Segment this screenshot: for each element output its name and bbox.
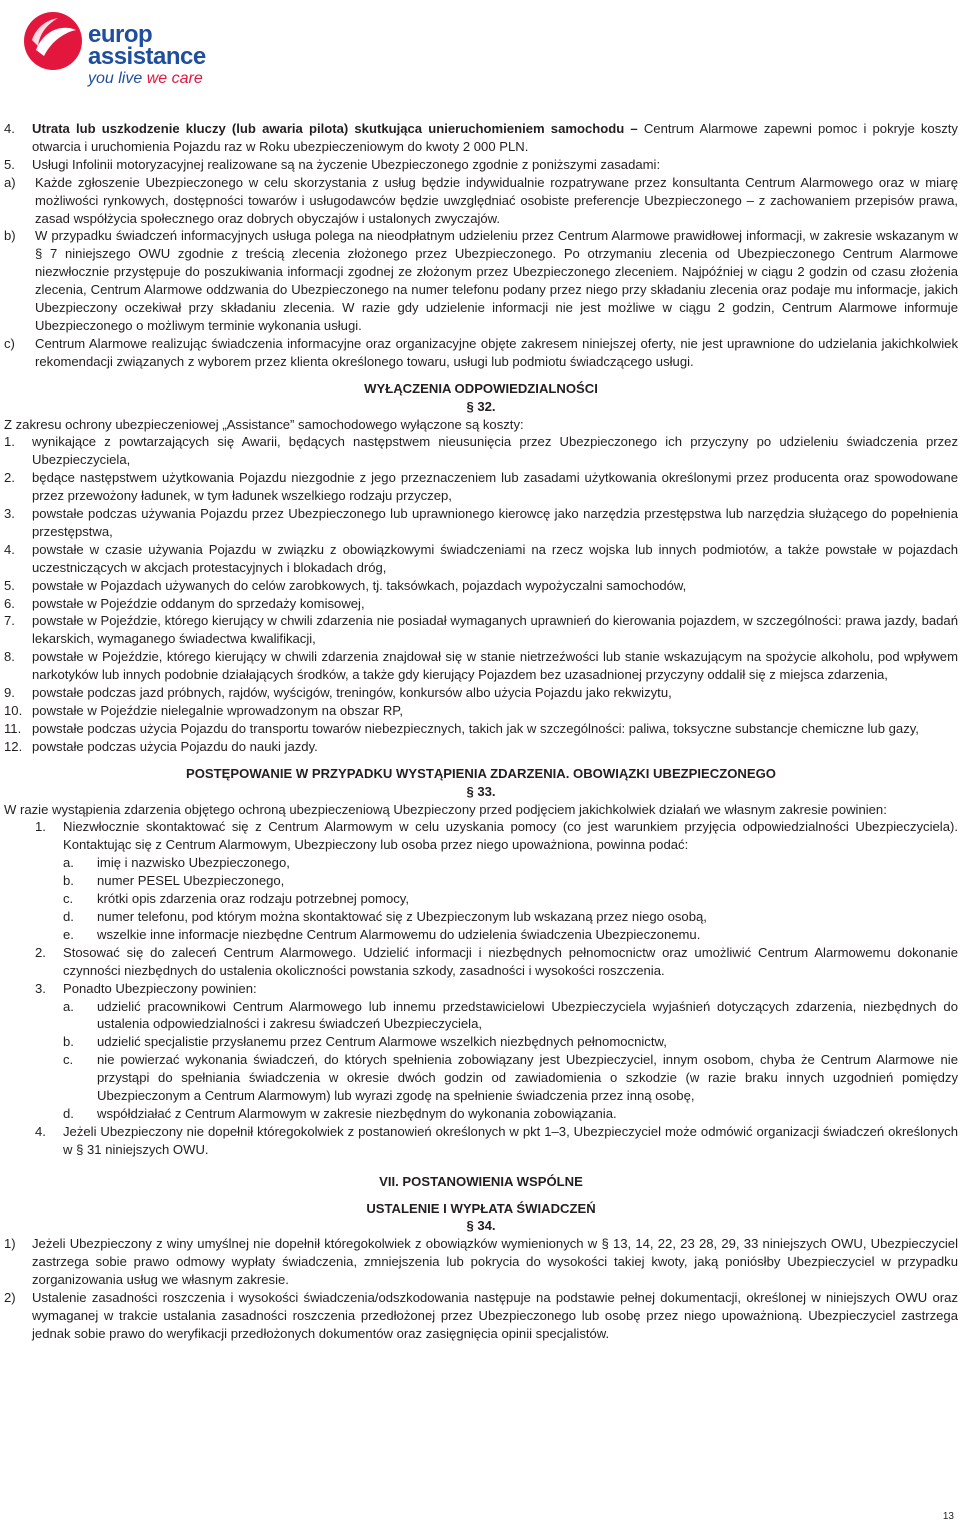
sub-list-item [4,908,958,926]
list-item [4,505,958,541]
item-text: powstałe w Pojeździe, którego kierujący w chwili zdarzenia znajdował się w stanie nietrzeźwości lub stanie wskazującym na spożycie alkoholu, pod wpływem narkotyków lub innych podobnie działających środków, a także gdy kierujący Pojazdem bez uzasadnionej przyczyny oddalił się z miejsca zdarzenia, [32,649,958,683]
page-number: 13 [942,1511,954,1522]
sub-list-item [4,1033,958,1051]
item-number: 3. [35,980,46,996]
item-number: d. [63,908,74,924]
item-number: 5. [4,156,15,172]
item-text: wszelkie inne informacje niezbędne Centrum Alarmowemu do udzielenia świadczenia Ubezpieczonemu. [97,926,701,942]
item-text: powstałe w Pojeździe nielegalnie wprowadzonym na obszar RP, [32,703,403,718]
brand-word-assistance: assistance [88,43,206,70]
item-number: b. [63,1034,74,1050]
list-item [4,684,958,702]
item-text: powstałe w Pojeździe oddanym do sprzedaży komisowej, [32,595,365,611]
item-number: 1) [4,1236,16,1252]
brand-word-europ: europ [88,21,153,48]
item-text: W przypadku świadczeń informacyjnych usługa polega na nieodpłatnym udzieleniu przez Centrum Alarmowe prawidłowej informacji, w zakresie wskazanym w § 7 niniejszego OWU zgodnie z treścią zlecenia złożonego przez Ubezpieczonego. Po otrzymaniu zlecenia od Ubezpieczonego Centrum Alarmowe niezwłocznie przystępuje do poszukiwania informacji zgodnej ze złożonym przez Ubezpieczonego zleceniem. Najpóźniej w ciągu 2 godzin od czasu złożenia zlecenia, Centrum Alarmowe oddzwania do Ubezpieczonego na numer telefonu podany przez niego przy składaniu zlecenia oraz podaje mu informacje, jakich Ubezpieczony oczekiwał przy składaniu zlecenia. W razie gdy udzielenie informacji nie jest możliwe w ciągu 2 godzin, Centrum Alarmowe informuje Ubezpieczonego o możliwym terminie wykonania usługi. [35,228,958,333]
item-number: 2) [4,1290,16,1306]
list-item [4,702,958,720]
item-text: powstałe w Pojeździe, którego kierujący w chwili zdarzenia nie posiadał wymaganych uprawnień do kierowania pojazdem, w szczególności: prawa jazdy, badań lekarskich, wymaganego świadectwa kwalifikacji, [32,613,958,647]
item-text: Ponadto Ubezpieczony powinien: [63,980,257,996]
paragraph-33: § 33. [466,783,496,799]
tagline-you-live: you live [88,70,147,87]
item-number: 10. [4,703,23,718]
list-item [4,174,958,228]
item-text: powstałe podczas użycia Pojazdu do transportu towarów niebezpiecznych, takich jak w szczególności: paliwa, toksyczne substancje chemiczne lub gazy, [32,720,919,736]
sub-list-item [4,890,958,908]
list-item [4,1289,958,1343]
brand-tagline [88,70,206,88]
item-text: Stosować się do zaleceń Centrum Alarmowego. Udzielić informacji i niezbędnych pełnomocnictw oraz umożliwić Centrum Alarmowemu dokonanie czynności niezbędnych do ustalenia okoliczności powstania szkody, zasadności i wysokości roszczenia. [63,944,958,978]
section-4 [4,120,958,156]
list-item [4,577,958,595]
item-text: powstałe podczas użycia Pojazdu do nauki jazdy. [32,738,318,754]
item-number: e. [63,926,74,942]
item-text: Jeżeli Ubezpieczony z winy umyślnej nie dopełnił któregokolwiek z obowiązków wymienionych w § 13, 14, 22, 23 28, 29, 33 niniejszych OWU, Ubezpieczyciel zastrzega sobie prawo odmowy wypłaty świadczenia, zmniejszenia lub pokrycia do wysokości takiej kwoty, jaką poniósłby Ubezpieczyciel w przypadku zorganizowania usług we własnym zakresie. [32,1236,958,1288]
procedure-heading: POSTĘPOWANIE W PRZYPADKU WYSTĄPIENIA ZDARZENIA. OBOWIĄZKI UBEZPIECZONEGO [186,765,776,781]
list-item [4,595,958,613]
benefits-heading: USTALENIE I WYPŁATA ŚWIADCZEŃ [366,1200,596,1216]
item-number: 1. [35,819,46,835]
list-item [4,1123,958,1159]
list-item [4,720,958,738]
sub-list-item [4,854,958,872]
item-text: powstałe podczas jazd próbnych, rajdów, wyścigów, treningów, konkursów albo użycia Pojazdu jako rekwizytu, [32,685,672,701]
item-number: d. [63,1105,74,1121]
item-number: c. [63,891,74,907]
item-text: Niezwłocznie skontaktować się z Centrum Alarmowym w celu uzyskania pomocy (co jest warunkiem przyjęcia odpowiedzialności Ubezpieczyciela). Kontaktując się z Centrum Alarmowym, Ubezpieczony lub osoba przez niego upoważniona, powinna podać: [63,819,958,853]
item-number: 8. [4,649,15,665]
sub-list-item [4,872,958,890]
item-number: c) [4,335,15,351]
list-item [4,612,958,648]
list-item [4,1235,958,1289]
section-4-text: Centrum Alarmowe zapewni pomoc i pokryje koszty otwarcia i uruchomienia Pojazdu raz w Roku ubezpieczeniowym do kwoty 2 000 PLN. [32,121,958,154]
item-text: numer telefonu, pod którym można skontaktować się z Ubezpieczonym lub wskazaną przez niego osobą, [97,908,707,924]
list-item [4,818,958,854]
item-text: powstałe podczas używania Pojazdu przez Ubezpieczonego lub uprawnionego kierowcę jako narzędzia przestępstwa lub narzędzia służącego do popełnienia przestępstwa, [32,506,958,539]
item-text: Centrum Alarmowe realizując świadczenia informacyjne oraz organizacyjne objęte zakresem niniejszej oferty, nie jest uprawnione do udzielania jakichkolwiek rekomendacji związanych z wyborem przez klienta określonego towaru, usługi lub podmiotu świadczącego usługi. [35,335,958,369]
paragraph-34: § 34. [466,1218,496,1234]
item-number: 2. [4,470,15,486]
item-number: 3. [4,506,15,522]
item-number: b) [4,228,16,244]
item-number: 7. [4,613,15,629]
item-text: Jeżeli Ubezpieczony nie dopełnił któregokolwiek z postanowień określonych w pkt 1–3, Ubezpieczyciel może odmówić organizacji świadczeń określonych w § 31 niniejszych OWU. [63,1123,958,1157]
item-text: Ustalenie zasadności roszczenia i wysokości świadczenia/odszkodowania następuje na podstawie pełnej dokumentacji, określonej w niniejszych OWU oraz wymaganej w trakcie ustalania zasadności roszczenia przedłożonej przez Ubezpieczonego lub osobę przez niego upoważnioną. Ubezpieczyciel zastrzega jednak sobie prawo do weryfikacji przedłożonych dokumentów oraz zasięgnięcia opinii specjalistów. [32,1290,958,1341]
item-number: 1. [4,434,15,450]
item-number: a. [63,855,74,871]
item-text: krótki opis zdarzenia oraz rodzaju potrzebnej pomocy, [97,891,409,907]
item-number: 2. [35,944,46,960]
item-text: powstałe w czasie używania Pojazdu w związku z obowiązkowymi świadczeniami na rzecz wojska lub innych podmiotów, a także powstałe w pojazdach uczestniczących w akcjach protestacyjnych i blokadach dróg, [32,541,958,575]
sub-list-item [4,998,958,1034]
item-number: 12. [4,738,23,754]
list-item [4,980,958,998]
list-item [4,469,958,505]
list-item [4,541,958,577]
item-text: wynikające z powtarzających się Awarii, będących następstwem nieusunięcia przez Ubezpieczonego ich przyczyny po udzieleniu świadczenia przez Ubezpieczyciela, [32,434,958,468]
list-item [4,433,958,469]
item-text: współdziałać z Centrum Alarmowym w zakresie niezbędnym do wykonania zobowiązania. [97,1105,617,1121]
item-number: a) [4,174,16,190]
list-item [4,227,958,334]
item-number: b. [63,873,74,889]
item-text: będące następstwem użytkowania Pojazdu niezgodnie z jego przeznaczeniem lub zasadami użytkowania określonymi przez producenta oraz spowodowane przez przewożony ładunek, w tym ładunek wszelkiego rodzaju przyczep, [32,470,958,504]
procedure-intro: W razie wystąpienia zdarzenia objętego ochroną ubezpieczeniową Ubezpieczony przed podjęciem jakichkolwiek działań we własnym zakresie powinien: [4,801,887,817]
item-text: numer PESEL Ubezpieczonego, [97,873,285,889]
list-item [4,738,958,756]
item-number: 11. [4,720,22,736]
section-5 [4,156,958,174]
europ-assistance-logo [22,4,206,96]
section-4-heading: Utrata lub uszkodzenie kluczy (lub awaria pilota) skutkująca unieruchomieniem samochodu – [32,121,638,136]
item-number: 6. [4,595,15,611]
exclusions-heading: WYŁĄCZENIA ODPOWIEDZIALNOŚCI [364,380,598,396]
exclusions-intro: Z zakresu ochrony ubezpieczeniowej „Assistance” samochodowego wyłączone są koszty: [4,416,524,432]
item-number: 4. [4,121,15,136]
item-text: udzielić pracownikowi Centrum Alarmowego lub innemu przedstawicielowi Ubezpieczyciela wyjaśnień dotyczących zdarzenia, niezbędnych do ustalenia odpowiedzialności i zakresu świadczeń Ubezpieczyciela, [97,998,958,1032]
sub-list-item [4,1105,958,1123]
list-item [4,335,958,371]
sub-list-item [4,1051,958,1105]
section-5-text: Usługi Infolinii motoryzacyjnej realizowane są na życzenie Ubezpieczonego zgodnie z poniższymi zasadami: [32,156,661,172]
item-text: nie powierzać wykonania świadczeń, do których spełnienia zobowiązany jest Ubezpieczyciel, innym osobom, chyba że Centrum Alarmowe nie przystąpi do spełniania świadczenia w okresie dwóch godzin od zawiadomienia o szkodzie (w razie braku innych uzgodnień pomiędzy Ubezpieczonym a Centrum Alarmowym) lub wyrazi zgodę na spełnienie świadczenia przez inną osobę, [97,1052,958,1104]
sub-list-item [4,926,958,944]
item-text: udzielić specjalistie przysłanemu przez Centrum Alarmowe wszelkich niezbędnych pełnomocnictw, [97,1034,667,1050]
item-number: c. [63,1052,74,1068]
item-number: a. [63,998,74,1014]
item-number: 5. [4,577,15,593]
paragraph-32: § 32. [466,398,496,414]
item-number: 4. [35,1123,46,1139]
list-item [4,944,958,980]
item-number: 4. [4,541,15,557]
item-text: imię i nazwisko Ubezpieczonego, [97,855,290,871]
tagline-we-care: we care [146,70,203,87]
chapter-heading: VII. POSTANOWIENIA WSPÓLNE [379,1173,583,1189]
item-number: 9. [4,685,15,701]
list-item [4,648,958,684]
item-text: Każde zgłoszenie Ubezpieczonego w celu skorzystania z usług będzie indywidualnie rozpatrywane przez konsultanta Centrum Alarmowego oraz w miarę możliwości rynkowych, dostępności towarów i usługodawców będzie uwzględniać osobiste preferencje Ubezpieczonego – z zachowaniem przepisów prawa, zasad współżycia społecznego oraz dobrych obyczajów i ustalonych zwyczajów. [35,174,958,226]
item-text: powstałe w Pojazdach używanych do celów zarobkowych, tj. taksówkach, pojazdach wypożyczalni samochodów, [32,577,687,593]
brand-globe-icon [22,10,84,72]
document-body [4,120,958,1343]
